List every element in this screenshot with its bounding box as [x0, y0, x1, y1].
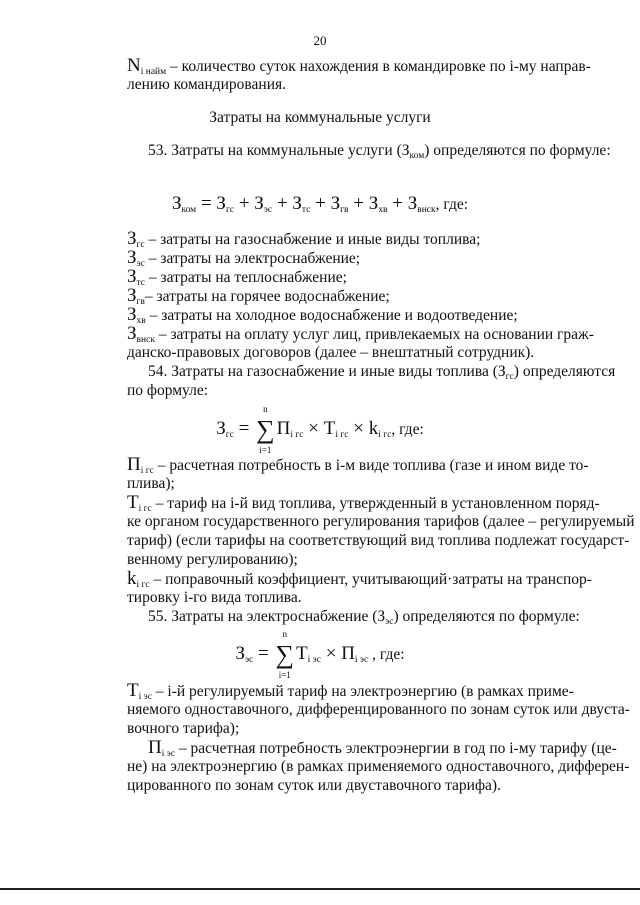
definition-line: $З_{гс}$ – затраты на газоснабжение и иные виды топлива; — [127, 228, 481, 250]
text-line: плива); — [127, 475, 175, 492]
page-number: 20 — [313, 33, 327, 48]
definition-line: $З_{гв}-$ затраты на горячее водоснабжение; — [127, 285, 390, 307]
symbol-subscript: i найм — [140, 67, 167, 77]
text-line: тировку i-го вида топлива. — [127, 589, 302, 606]
dash: – — [166, 58, 182, 75]
paragraph-line: 55. Затраты на электроснабжение $(З_{эс})$ определяются по формуле: — [148, 608, 580, 627]
sum-sign: n ∑ i=1 — [256, 404, 275, 455]
text-line: цированного по зонам суток или двуставочного тарифа). — [127, 777, 501, 794]
definition-line: $З_{эс}$ – затраты на электроснабжение; — [127, 247, 361, 269]
line-text: 53. Затраты на коммунальные услуги (З — [148, 142, 410, 159]
formula-zgs: $З_{гс}$ = n ∑ i=1 $П_{i гс} \times Т_{i гс} \times k_{i гс}$, где: — [216, 404, 424, 455]
formula-zkom: $З_{ком} = З_{гс} + З_{эс} + З_{тс} + З_{гв} + З_{хв} + З_{внск}$, где: — [171, 193, 469, 215]
text-line: лению командирования. — [127, 76, 287, 93]
text-line: по формуле: — [127, 382, 209, 399]
text-line: вочного тарифа); — [127, 720, 240, 737]
line-tail: ) определяются по формуле: — [424, 142, 611, 159]
sum-sign: n ∑ i=1 — [275, 629, 295, 680]
definition-line: $Т_{i эс} - i-й$ регулируемый тариф на электроэнергию (в рамках приме- — [127, 680, 574, 702]
text-line: ке органом государственного регулирования тарифов (далее – регулируемый — [127, 513, 635, 530]
definition-line: $П_{i эс}$ – расчетная потребность электроэнергии в год по i-му тарифу (це- — [148, 737, 617, 759]
paragraph-line — [148, 141, 611, 166]
formula-zes: $З_{эс}$ = n ∑ i=1 $Т_{i эс} \times П_{i эс}$ , где: — [235, 629, 405, 680]
text-line: не) на электроэнергию (в рамках применяемого одноставочного, дифферен- — [127, 758, 630, 775]
paragraph-line: 54. Затраты на газоснабжение и иные виды топлива $(З_{гс})$ определяются — [148, 363, 616, 382]
line-text: количество суток нахождения в командировке по i-му направ- — [181, 58, 591, 75]
text-line: данско-правовых договоров (далее – внештатный сотрудник). — [127, 344, 535, 361]
text-line: венному регулированию); — [127, 551, 298, 568]
page-bottom-rule — [0, 888, 640, 890]
subscript: ком — [409, 151, 425, 161]
symbol: N — [127, 55, 141, 76]
definition-line: $З_{тс}$ – затраты на теплоснабжение; — [127, 266, 347, 288]
definition-line: $З_{хв}$ – затраты на холодное водоснабжение и водоотведение; — [127, 304, 518, 326]
text-line: няемого одноставочного, дифференцированного по зонам суток или двуста- — [127, 701, 630, 718]
definition-line: $Т_{i гс}$ – тариф на i-й вид топлива, утвержденный в установленном поряд- — [127, 492, 600, 514]
definition-line: $k_{i гс}$ – поправочный коэффициент, учитывающий·затраты на транспор- — [127, 568, 592, 590]
section-heading: Затраты на коммунальные услуги — [209, 109, 431, 126]
definition-line: $П_{i гс}$ – расчетная потребность в i-м виде топлива (газе и ином виде то- — [127, 454, 589, 476]
definition-line: $З_{внск}$ – затраты на оплату услуг лиц, привлекаемых на основании граж- — [127, 323, 594, 345]
text-line: тариф) (если тарифы на соответствующий вид топлива подлежат государст- — [127, 532, 630, 549]
